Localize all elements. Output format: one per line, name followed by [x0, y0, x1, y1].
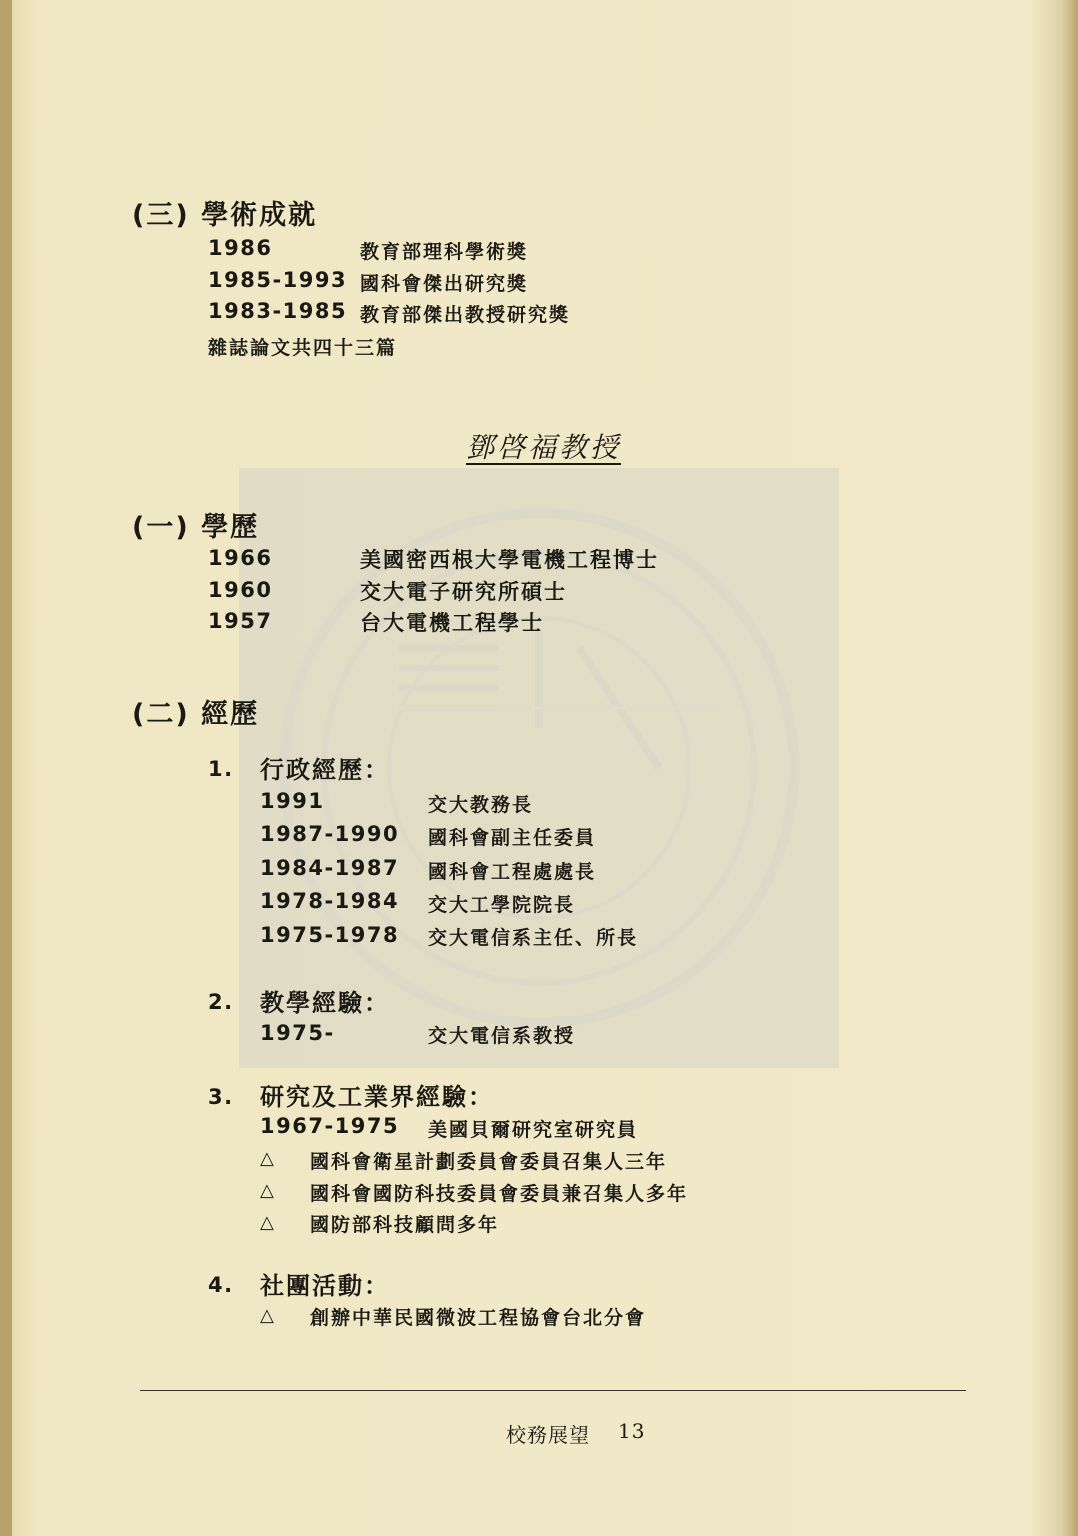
admin-year: 1978-1984: [260, 889, 400, 913]
admin-text: 國科會副主任委員: [428, 827, 597, 849]
research-text: 美國貝爾研究室研究員: [428, 1119, 639, 1141]
admin-year: 1984-1987: [260, 856, 400, 880]
admin-text: 交大工學院院長: [428, 894, 576, 916]
papers-count: 雜誌論文共四十三篇: [208, 337, 398, 359]
education-text: 美國密西根大學電機工程博士: [360, 548, 659, 572]
triangle-bullet-icon: △: [260, 1148, 274, 1169]
professor-name-title: 鄧啓福教授: [466, 431, 622, 464]
research-bullet-text: 國科會國防科技委員會委員兼召集人多年: [310, 1183, 689, 1205]
section-heading-experience: (二) 經歷: [132, 699, 260, 730]
award-year: 1986: [208, 236, 273, 260]
section-heading-education: (一) 學歷: [132, 512, 260, 543]
award-text: 教育部理科學術獎: [360, 241, 529, 263]
award-text: 國科會傑出研究獎: [360, 273, 529, 295]
subsection-admin-heading: 行政經歷：: [260, 756, 390, 784]
admin-year: 1991: [260, 789, 325, 813]
research-year: 1967-1975: [260, 1114, 400, 1138]
subsection-number: 2.: [208, 990, 234, 1014]
footer-page-number: 13: [618, 1419, 646, 1443]
admin-text: 國科會工程處處長: [428, 861, 597, 883]
research-bullet-text: 國防部科技顧問多年: [310, 1214, 500, 1236]
footer-divider: [140, 1390, 966, 1391]
subsection-clubs-heading: 社團活動：: [260, 1272, 390, 1300]
education-year: 1966: [208, 546, 273, 570]
subsection-number: 3.: [208, 1085, 234, 1109]
research-bullet-text: 國科會衛星計劃委員會委員召集人三年: [310, 1151, 668, 1173]
award-year: 1983-1985: [208, 299, 348, 323]
teaching-text: 交大電信系教授: [428, 1025, 576, 1047]
page-binding-edge: [0, 0, 12, 1536]
education-text: 台大電機工程學士: [360, 611, 544, 635]
award-text: 教育部傑出教授研究獎: [360, 304, 571, 326]
subsection-number: 4.: [208, 1273, 234, 1297]
education-text: 交大電子研究所碩士: [360, 580, 567, 604]
admin-year: 1975-1978: [260, 923, 400, 947]
triangle-bullet-icon: △: [260, 1305, 274, 1326]
education-year: 1960: [208, 578, 273, 602]
subsection-teaching-heading: 教學經驗：: [260, 989, 390, 1017]
education-year: 1957: [208, 609, 273, 633]
subsection-number: 1.: [208, 757, 234, 781]
admin-text: 交大電信系主任、所長: [428, 927, 639, 949]
footer-publication-title: 校務展望: [506, 1423, 590, 1447]
section-heading-academic-achievements: (三) 學術成就: [132, 200, 318, 231]
admin-text: 交大教務長: [428, 794, 534, 816]
teaching-year: 1975-: [260, 1021, 335, 1045]
subsection-research-heading: 研究及工業界經驗：: [260, 1083, 494, 1111]
triangle-bullet-icon: △: [260, 1180, 274, 1201]
triangle-bullet-icon: △: [260, 1212, 274, 1233]
award-year: 1985-1993: [208, 268, 348, 292]
admin-year: 1987-1990: [260, 822, 400, 846]
clubs-bullet-text: 創辦中華民國微波工程協會台北分會: [310, 1307, 647, 1329]
